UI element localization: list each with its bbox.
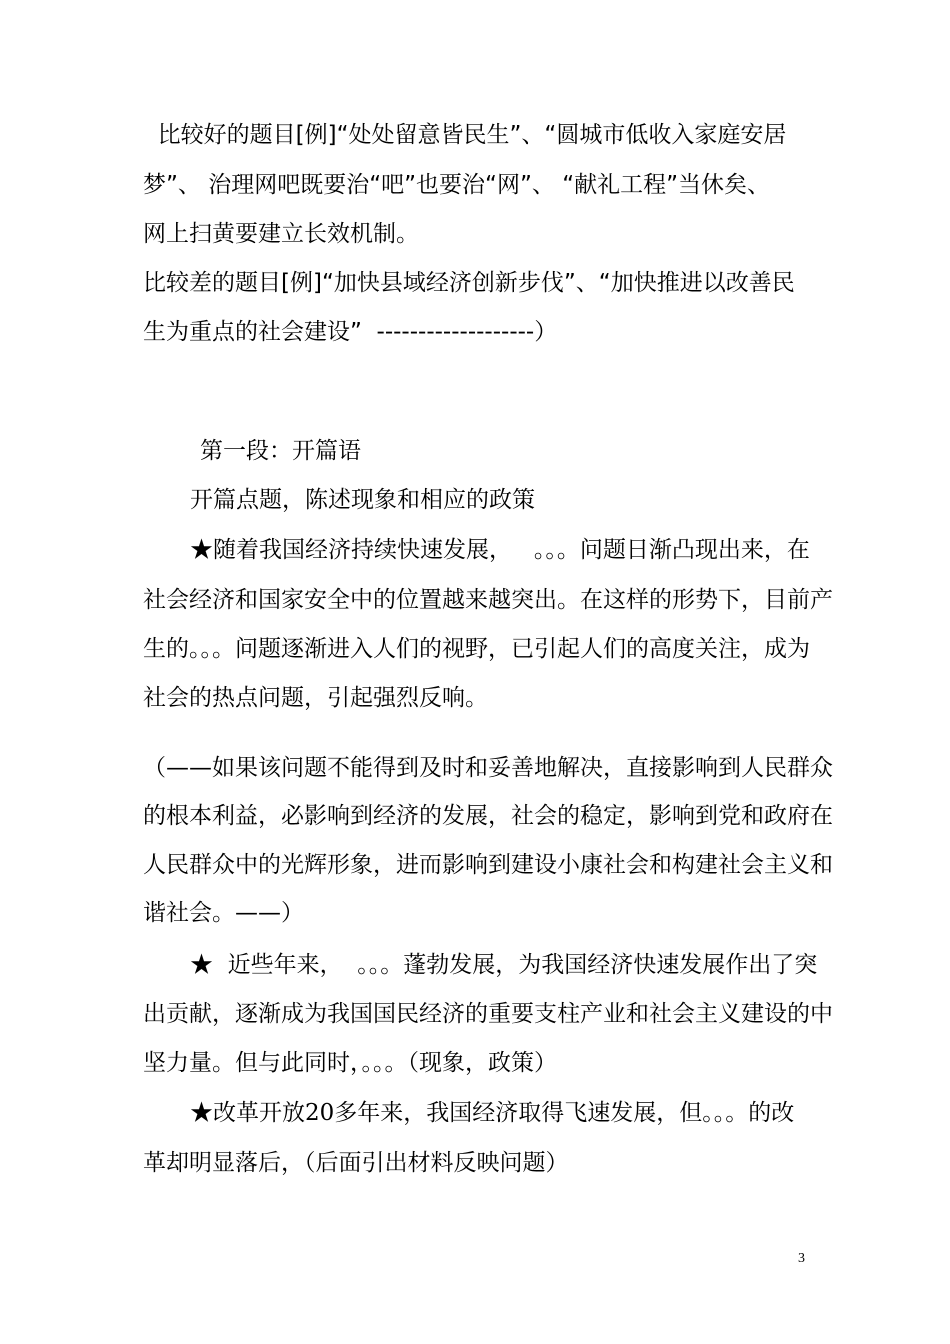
good-titles-line-2: 梦”、 治理网吧既要治“吧”也要治“网”、 “献礼工程”当休矣、 (143, 172, 771, 198)
page-number: 3 (798, 1251, 805, 1266)
paragraph4-line-1: ★改革开放20多年来，我国经济取得飞速发展，但。。。的改 (190, 1100, 795, 1126)
paragraph2-line-3: 人民群众中的光辉形象，进而影响到建设小康社会和构建社会主义和 (143, 852, 833, 878)
good-titles-line-3: 网上扫黄要建立长效机制。 (143, 221, 419, 247)
paragraph3-line-3: 坚力量。但与此同时，。。。（现象，政策） (143, 1050, 557, 1076)
bad-titles-line-2: 生为重点的社会建设” -------------------） (143, 319, 558, 345)
paragraph2-line-4: 谐社会。——） (143, 900, 304, 926)
paragraph1-line-3: 生的。。。问题逐渐进入人们的视野，已引起人们的高度关注，成为 (143, 636, 810, 662)
paragraph1-line-4: 社会的热点问题，引起强烈反响。 (143, 685, 488, 711)
paragraph2-line-2: 的根本利益，必影响到经济的发展，社会的稳定，影响到党和政府在 (143, 803, 833, 829)
paragraph3-line-2: 出贡献，逐渐成为我国国民经济的重要支柱产业和社会主义建设的中 (143, 1001, 833, 1027)
section-heading: 第一段：开篇语 (200, 438, 361, 464)
paragraph2-line-1: （——如果该问题不能得到及时和妥善地解决，直接影响到人民群众 (143, 755, 833, 781)
good-titles-line-1: 比较好的题目[例]“处处留意皆民生”、“圆城市低收入家庭安居 (143, 122, 787, 148)
bad-titles-line-1: 比较差的题目[例]“加快县域经济创新步伐”、“加快推进以改善民 (143, 270, 795, 296)
paragraph4-line-2: 革却明显落后，（后面引出材料反映问题） (143, 1150, 569, 1176)
paragraph1-line-2: 社会经济和国家安全中的位置越来越突出。在这样的形势下，目前产 (143, 587, 833, 613)
paragraph3-line-1: ★ 近些年来， 。。。蓬勃发展，为我国经济快速发展作出了突 (190, 952, 818, 978)
paragraph1-line-1: ★随着我国经济持续快速发展， 。。。问题日渐凸现出来，在 (190, 537, 810, 563)
section-subheading: 开篇点题，陈述现象和相应的政策 (190, 487, 535, 513)
